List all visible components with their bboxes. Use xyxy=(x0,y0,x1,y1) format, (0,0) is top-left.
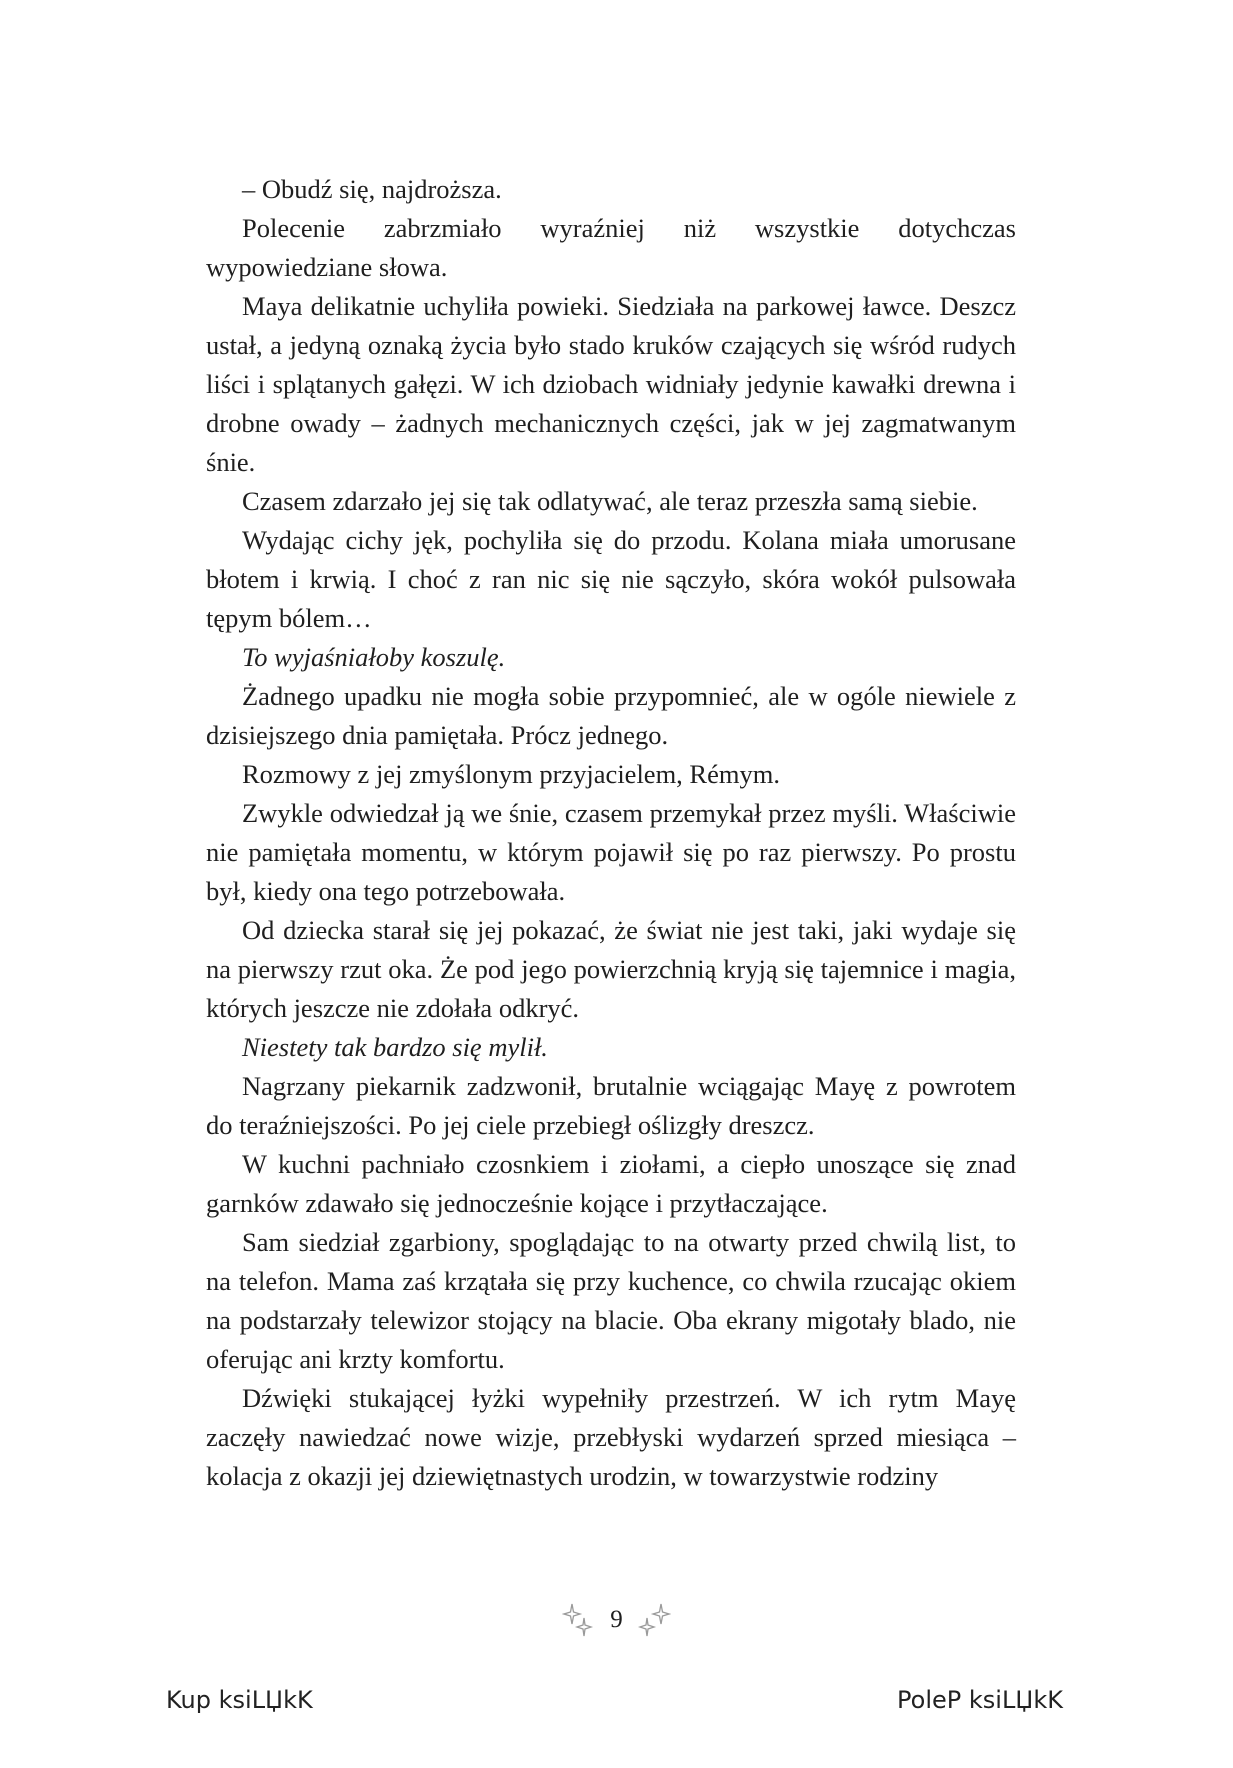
paragraph: Rozmowy z jej zmyślonym przyjacielem, Rémym. xyxy=(242,759,780,789)
sparkle-left-icon xyxy=(562,1600,596,1640)
paragraph: Sam siedział zgarbiony, spoglądając to na otwarty przed chwilą list, to na telefon. Mama zaś krzątała się przy kuchence, co chwila rzucając okiem na podstarzały telewizor stojący na blacie. Oba ekrany migotały blado, nie oferując ani krzty komfortu. xyxy=(206,1227,1016,1374)
paragraph: Wydając cichy jęk, pochyliła się do przodu. Kolana miała umorusane błotem i krwią. I choć z ran nic się nie sączyło, skóra wokół pulsowała tępym bólem… xyxy=(206,525,1016,633)
paragraph: W kuchni pachniało czosnkiem i ziołami, a ciepło unoszące się znad garnków zdawało się jednocześnie kojące i przytłaczające. xyxy=(206,1149,1016,1218)
page-body xyxy=(206,170,1016,1496)
page-number: 9 xyxy=(610,1606,623,1633)
italic-thought: To wyjaśniałoby koszulę. xyxy=(242,642,506,672)
paragraph: – Obudź się, najdroższa. xyxy=(242,174,502,204)
page-folio xyxy=(0,1600,1233,1640)
paragraph: Czasem zdarzało jej się tak odlatywać, ale teraz przeszła samą siebie. xyxy=(242,486,978,516)
paragraph: Od dziecka starał się jej pokazać, że świat nie jest taki, jaki wydaje się na pierwszy rzut oka. Że pod jego powierzchnią kryją się tajemnice i magia, których jeszcze nie zdołała odkryć. xyxy=(206,915,1016,1023)
buy-book-link[interactable]: Kup ksiLЏkK xyxy=(166,1686,313,1714)
paragraph: Nagrzany piekarnik zadzwonił, brutalnie wciągając Mayę z powrotem do teraźniejszości. Po jej ciele przebiegł oślizgły dreszcz. xyxy=(206,1071,1016,1140)
paragraph: Zwykle odwiedzał ją we śnie, czasem przemykał przez myśli. Właściwie nie pamiętała momentu, w którym pojawił się po raz pierwszy. Po prostu był, kiedy ona tego potrzebowała. xyxy=(206,798,1016,906)
paragraph: Żadnego upadku nie mogła sobie przypomnieć, ale w ogóle niewiele z dzisiejszego dnia pamiętała. Prócz jednego. xyxy=(206,681,1016,750)
italic-thought: Niestety tak bardzo się mylił. xyxy=(242,1032,548,1062)
paragraph: Maya delikatnie uchyliła powieki. Siedziała na parkowej ławce. Deszcz ustał, a jedyną oznaką życia było stado kruków czających się wśród rudych liści i splątanych gałęzi. W ich dziobach widniały jedynie kawałki drewna i drobne owady – żadnych mechanicznych części, jak w jej zagmatwanym śnie. xyxy=(206,291,1016,477)
recommend-book-link[interactable]: PoleP ksiLЏkK xyxy=(897,1686,1063,1714)
sparkle-right-icon xyxy=(637,1600,671,1640)
paragraph: Polecenie zabrzmiało wyraźniej niż wszystkie dotychczas wypowiedziane słowa. xyxy=(206,213,1016,282)
paragraph: Dźwięki stukającej łyżki wypełniły przestrzeń. W ich rytm Mayę zaczęły nawiedzać nowe wizje, przebłyski wydarzeń sprzed miesiąca – kolacja z okazji jej dziewiętnastych urodzin, w towarzystwie rodziny xyxy=(206,1383,1016,1491)
